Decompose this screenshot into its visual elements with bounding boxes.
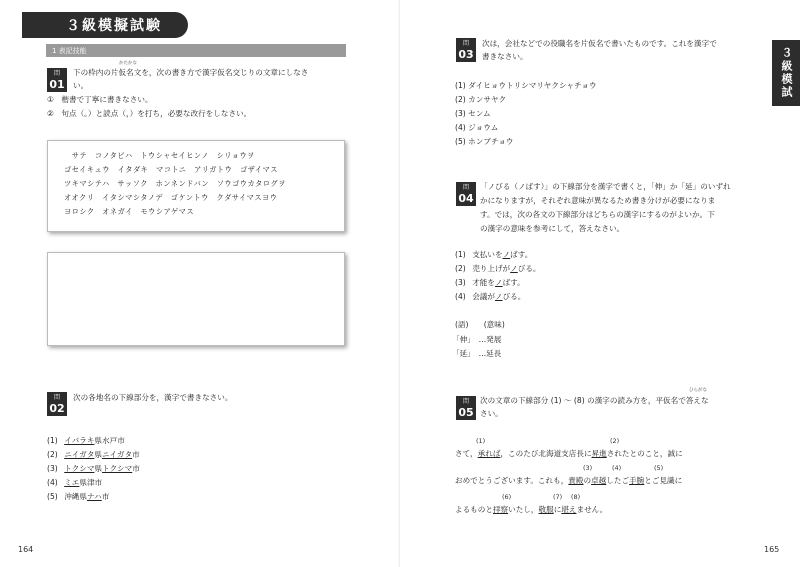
underlined-text: ノ <box>494 278 503 287</box>
q01-ruby: かたかな <box>119 61 137 66</box>
passage-text: ，このたび北海道支店長に <box>500 449 592 458</box>
chapter-side-tab[interactable] <box>772 40 800 106</box>
reading-number-5: (5) <box>654 464 664 472</box>
underlined-text-2: トクシマ <box>102 464 133 473</box>
item-middle: 県 <box>94 450 102 459</box>
item-middle: 県 <box>94 464 103 473</box>
q05-ruby: ひらがな <box>689 388 707 393</box>
box-line-3: ツキマシテハ サッソク ホンネンドバン ソウゴウカタログヲ <box>64 179 286 188</box>
item-number: (3) <box>455 278 466 287</box>
item-prefix: 会議が <box>472 292 495 301</box>
passage-text: とご見識に <box>644 476 683 485</box>
badge-kana: 問 <box>53 394 60 401</box>
underlined-word-6: 拝察 <box>492 505 509 514</box>
item-prefix: 売り上げが <box>472 264 511 273</box>
badge-kana: 問 <box>462 184 469 191</box>
passage-text: ません。 <box>576 505 608 514</box>
q01-item-2: ② 句点（。）と読点（，）を打ち，必要な改行をしなさい。 <box>47 109 252 118</box>
underlined-text: ニイガタ <box>64 450 95 459</box>
katakana-text-box <box>47 140 345 232</box>
underlined-text: ノ <box>510 264 518 273</box>
question-03-badge <box>456 38 476 62</box>
q03-text-line2: 書きなさい。 <box>482 52 528 61</box>
item-suffix: びる。 <box>502 292 526 301</box>
passage-text: おめでとうございます。これも， <box>455 476 569 485</box>
underlined-word-2: 昇進 <box>591 449 607 458</box>
item-number: (4) <box>455 292 466 301</box>
underlined-word-5: 手腕 <box>629 476 645 485</box>
q04-text-line1: 「ノびる（ノばす）」の下線部分を漢字で書くと，「伸」か「延」のいずれ <box>480 182 731 191</box>
item-suffix: びる。 <box>517 264 541 273</box>
badge-number: 01 <box>49 78 65 91</box>
q03-item-3: (3) センム <box>455 109 491 118</box>
page-number-left: 164 <box>18 545 34 554</box>
passage-text: よるものと <box>455 505 493 514</box>
underlined-word-8: 堪え <box>561 505 577 514</box>
q04-item-4 <box>455 290 525 303</box>
underlined-text: ナハ <box>86 492 102 501</box>
passage-text: したご <box>606 476 630 485</box>
item-number: (2) <box>47 450 58 459</box>
underlined-word-3: 貴殿 <box>568 476 584 485</box>
reading-number-2: (2) <box>610 437 620 445</box>
underlined-text: ミエ <box>64 478 80 487</box>
underlined-text: イバラキ <box>64 436 95 445</box>
q01-item-1: ① 楷書で丁寧に書きなさい。 <box>47 95 153 104</box>
badge-number: 02 <box>49 402 65 415</box>
item-number: (5) <box>47 492 58 501</box>
item-suffix: ばす。 <box>510 250 533 259</box>
q02-text: 次の各地名の下線部分を，漢字で書きなさい。 <box>73 393 233 402</box>
item-middle: 県水戸市 <box>94 436 125 445</box>
q04-text-line2: かになりますが，それぞれ意味が異なるため書き分けが必要になりま <box>480 196 716 205</box>
underlined-text-2: ニイガタ <box>101 450 133 459</box>
item-prefix: 沖縄県 <box>64 492 87 501</box>
underlined-word-1: 承れば <box>477 449 501 458</box>
reading-number-3: (3) <box>583 464 593 472</box>
badge-kana: 問 <box>462 398 469 405</box>
question-01-badge <box>47 68 67 92</box>
badge-kana: 問 <box>53 70 60 77</box>
q04-item-2 <box>455 262 541 275</box>
box-line-1: サテ コノタビハ トウシャセイヒンノ シリョウヲ <box>64 151 255 160</box>
underlined-text: ノ <box>502 250 511 259</box>
q04-legend-2: 「延」 …延長 <box>452 349 502 358</box>
badge-number: 05 <box>458 406 474 419</box>
page-number-right: 165 <box>764 545 780 554</box>
badge-number: 04 <box>458 192 474 205</box>
q03-item-5: (5) ホンブチョウ <box>455 137 514 146</box>
underlined-text: ノ <box>494 292 503 301</box>
q04-text-line3: す。では，次の各文の下線部分はどちらの漢字にするのがよいか。下 <box>480 210 715 219</box>
reading-number-7: (7) <box>553 493 563 501</box>
box-line-5: ヨロシク オネガイ モウシアゲマス <box>64 207 195 216</box>
item-number: (2) <box>455 264 466 273</box>
q04-legend-header: (語) (意味) <box>455 320 505 329</box>
passage-text: されたとのこと，誠に <box>606 449 683 458</box>
q05-passage-line1 <box>455 447 683 460</box>
item-suffix: 市 <box>132 450 140 459</box>
underlined-word-4: 卓越 <box>591 476 607 485</box>
q03-text-line1: 次は，会社などでの役職名を片仮名で書いたものです。これを漢字で <box>482 39 717 48</box>
right-page <box>400 0 800 567</box>
item-number: (1) <box>455 250 466 259</box>
item-prefix: 支払いを <box>472 250 503 259</box>
q05-passage-line2 <box>455 474 682 487</box>
q05-text-line1: 次の文章の下線部分 (1) ～ (8) の漢字の読み方を，平仮名で答えな <box>480 396 709 405</box>
passage-text: いたし， <box>508 505 539 514</box>
exam-title: ３級模擬試験 <box>22 12 188 38</box>
q04-item-3 <box>455 276 525 289</box>
q02-item-1 <box>47 434 125 447</box>
reading-number-1: (1) <box>476 437 486 445</box>
badge-kana: 問 <box>462 40 469 47</box>
item-prefix: 才能を <box>472 278 495 287</box>
q04-legend-1: 「伸」 …発展 <box>452 335 502 344</box>
q03-item-4: (4) ジョウム <box>455 123 499 132</box>
q02-item-4 <box>47 476 102 489</box>
section-header: 1 表記技能 <box>46 44 346 57</box>
reading-number-8: (8) <box>571 493 581 501</box>
underlined-word-7: 敬服 <box>538 505 554 514</box>
q01-text-line1: 下の枠内の片仮名文を，次の書き方で漢字仮名交じりの文章にしなさ <box>73 68 309 77</box>
q04-text-line4: の漢字の意味を参考にして，答えなさい。 <box>480 224 625 233</box>
q01-text-line2: い。 <box>73 81 89 90</box>
passage-text: の <box>583 476 592 485</box>
q05-text-line2: さい。 <box>480 409 503 418</box>
item-middle: 市 <box>101 492 110 501</box>
q02-item-3 <box>47 462 140 475</box>
item-suffix: ばす。 <box>502 278 525 287</box>
passage-text: に <box>553 505 562 514</box>
reading-number-6: (6) <box>502 493 512 501</box>
box-line-4: オオクリ イタシマシタノデ ゴケントウ クダサイマスヨウ <box>64 193 278 202</box>
badge-number: 03 <box>458 48 474 61</box>
q03-item-2: (2) カンサヤク <box>455 95 507 104</box>
item-number: (1) <box>47 436 58 445</box>
box-line-2: ゴセイキュウ イタダキ マコトニ アリガトウ ゴザイマス <box>64 165 278 174</box>
question-05-badge <box>456 396 476 420</box>
side-tab-label: ３級模試 <box>780 47 793 99</box>
q04-item-1 <box>455 248 532 261</box>
q05-passage-line3 <box>455 503 607 516</box>
q02-item-5 <box>47 490 109 503</box>
answer-box[interactable] <box>47 252 345 346</box>
item-number: (3) <box>47 464 58 473</box>
question-02-badge <box>47 392 67 416</box>
question-04-badge <box>456 182 476 206</box>
q02-item-2 <box>47 448 140 461</box>
item-number: (4) <box>47 478 58 487</box>
reading-number-4: (4) <box>612 464 622 472</box>
underlined-text: トクシマ <box>64 464 95 473</box>
passage-text: さて， <box>455 449 478 458</box>
item-middle: 県津市 <box>79 478 103 487</box>
q03-item-1: (1) ダイヒョウトリシマリヤクシャチョウ <box>455 81 597 90</box>
item-suffix: 市 <box>132 464 140 473</box>
